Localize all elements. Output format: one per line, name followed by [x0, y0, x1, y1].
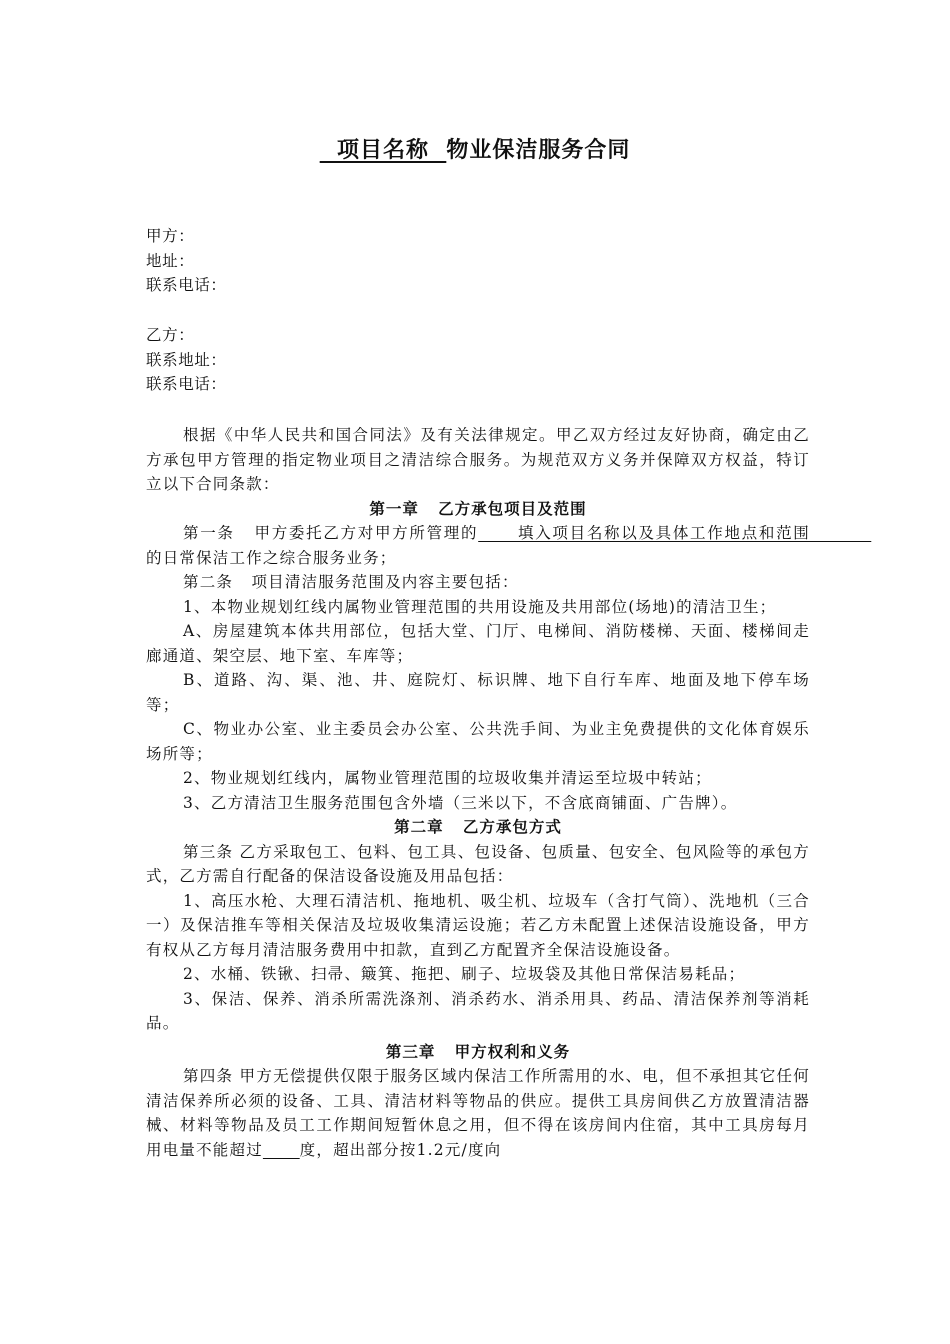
- scope-item-3: 3、乙方清洁卫生服务范围包含外墙（三米以下，不含底商铺面、广告牌）。: [183, 793, 738, 812]
- party-b-phone-label: 联系电话：: [146, 375, 227, 393]
- intro-paragraph: 根据《中华人民共和国合同法》及有关法律规定。甲乙双方经过友好协商，确定由乙方承包甲方管理的指定物业项目之清洁综合服务。为规范双方义务并保障双方权益，特订立以下合同条款：: [146, 426, 810, 493]
- equipment-item-3: 3、保洁、保养、消杀所需洗涤剂、消杀药水、消杀用具、药品、清洁保养剂等消耗品。: [146, 989, 810, 1032]
- scope-item-b: B、道路、沟、渠、池、井、庭院灯、标识牌、地下自行车库、地面及地下停车场等；: [146, 671, 810, 714]
- scope-item-c: C、物业办公室、业主委员会办公室、公共洗手间、为业主免费提供的文化体育娱乐场所等；: [146, 720, 810, 763]
- document-title: [0, 133, 950, 164]
- title-text: 物业保洁服务合同: [446, 138, 631, 163]
- chapter-3-heading: 第三章 甲方权利和义务: [385, 1042, 571, 1061]
- scope-item-1: 1、本物业规划红线内属物业管理范围的共用设施及共用部位(场地)的清洁卫生；: [183, 597, 777, 616]
- article-4: [146, 1064, 810, 1162]
- project-scope-fill: 填入项目名称以及具体工作地点和范围: [478, 524, 872, 542]
- article-2: 第二条 项目清洁服务范围及内容主要包括：: [183, 573, 519, 591]
- article-4-text: 第四条 甲方无偿提供仅限于服务区域内保洁工作所需用的水、电，但不承担其它任何清洁保养所必须的设备、工具、清洁材料等物品的供应。提供工具房间供乙方放置清洁器械、材料等物品及员工工作期间短暂休息之用，但不得在该房间内住宿，其中工具房每月用电量不能超过: [146, 1067, 810, 1159]
- contract-body: [146, 423, 872, 1162]
- article-4-tail: 度，超出部分按1.2元/度向: [299, 1140, 502, 1159]
- article-1-tail: 的日常保洁工作之综合服务业务；: [146, 548, 397, 567]
- chapter-1-heading: 第一章 乙方承包项目及范围: [369, 499, 587, 518]
- party-b-address-label: 联系地址：: [146, 350, 227, 369]
- party-a-name-label: 甲方：: [146, 227, 195, 245]
- electricity-limit-fill: [263, 1141, 300, 1159]
- article-3: 第三条 乙方采取包工、包料、包工具、包设备、包质量、包安全、包风险等的承包方式，乙方需自行配备的保洁设备设施及用品包括：: [146, 842, 810, 885]
- article-1: [146, 521, 872, 570]
- chapter-2-heading: 第二章 乙方承包方式: [394, 818, 562, 836]
- party-b-block: [146, 323, 810, 397]
- party-b-name-label: 乙方：: [146, 326, 195, 344]
- article-1-text: 第一条 甲方委托乙方对甲方所管理的: [183, 524, 479, 542]
- scope-item-a: A、房屋建筑本体共用部位，包括大堂、门厅、电梯间、消防楼梯、天面、楼梯间走廊通道、架空层、地下室、车库等；: [146, 622, 810, 665]
- scope-item-2: 2、物业规划红线内，属物业管理范围的垃圾收集并清运至垃圾中转站；: [183, 769, 712, 787]
- party-a-address-label: 地址：: [146, 251, 195, 270]
- party-a-phone-label: 联系电话：: [146, 276, 227, 294]
- equipment-item-1: 1、高压水枪、大理石清洁机、拖地机、吸尘机、垃圾车（含打气筒）、洗地机（三合一）及保洁推车等相关保洁及垃圾收集清运设施；若乙方未配置上述保洁设施设备，甲方有权从乙方每月清洁服务费用中扣款，直到乙方配置齐全保洁设施设备。: [146, 891, 810, 959]
- project-name-placeholder: 项目名称: [319, 138, 447, 163]
- equipment-item-2: 2、水桶、铁锹、扫帚、簸箕、拖把、刷子、垃圾袋及其他日常保洁易耗品；: [183, 965, 746, 983]
- party-a-block: [146, 224, 810, 298]
